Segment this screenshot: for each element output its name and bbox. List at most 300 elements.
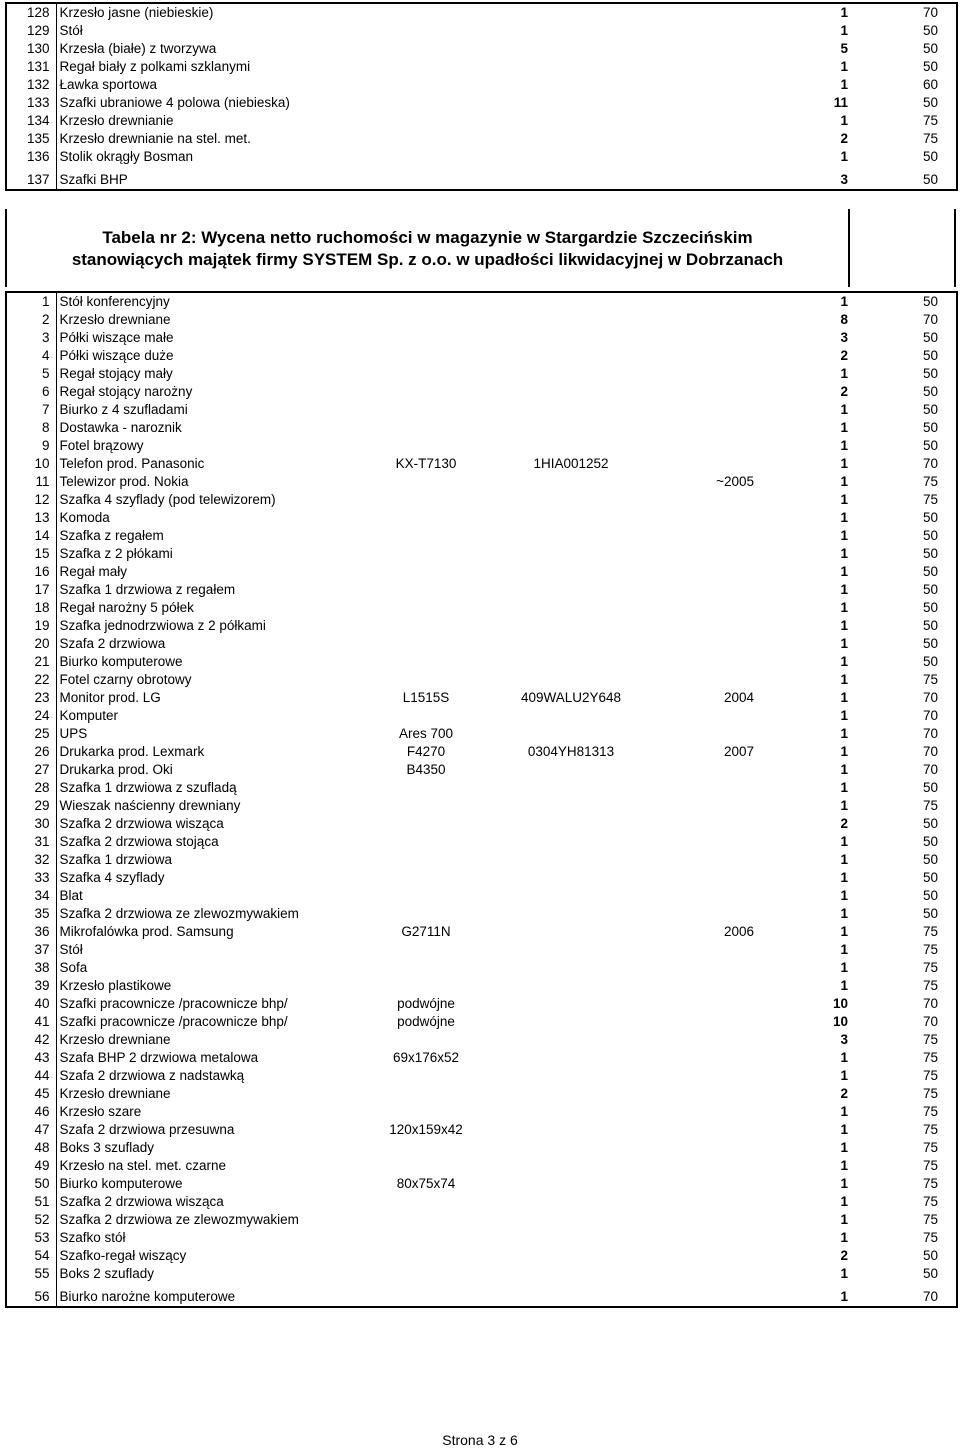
item-year: [646, 887, 766, 905]
item-year: [646, 347, 766, 365]
item-name: Szafki pracownicze /pracownicze bhp/: [59, 1014, 288, 1029]
item-model: [356, 797, 496, 815]
item-year: 2007: [723, 744, 754, 759]
item-serial: [496, 1121, 646, 1139]
item-name: Biurko komputerowe: [59, 654, 183, 669]
item-percent: 75: [856, 959, 957, 977]
item-name: Krzesło plastikowe: [59, 978, 172, 993]
item-name: Szafko-regał wiszący: [59, 1248, 187, 1263]
inventory-table-top-body: [6, 3, 957, 190]
table-row: [6, 851, 957, 869]
item-percent: 75: [856, 130, 957, 148]
table-row: [6, 581, 957, 599]
item-quantity: 1: [840, 924, 848, 939]
item-serial: [496, 581, 646, 599]
table-row: [6, 671, 957, 689]
item-serial: [496, 1103, 646, 1121]
item-name: Komputer: [59, 708, 119, 723]
item-percent: 50: [856, 329, 957, 347]
item-quantity: 1: [840, 582, 848, 597]
item-name: Sofa: [59, 960, 88, 975]
item-serial: [496, 653, 646, 671]
table-row: [6, 1157, 957, 1175]
item-year: [646, 1283, 766, 1307]
item-name: Półki wiszące duże: [59, 348, 174, 363]
item-year: [646, 1013, 766, 1031]
table-title-line-2: stanowiących majątek firmy SYSTEM Sp. z o.o. w upadłości likwidacyjnej w Dobrzanach: [71, 250, 784, 269]
item-model: [356, 941, 496, 959]
item-model: [356, 581, 496, 599]
item-model: [356, 112, 496, 130]
table-row: [6, 725, 957, 743]
item-quantity: 2: [840, 816, 848, 831]
table-row: [6, 130, 957, 148]
item-year: [646, 959, 766, 977]
item-serial: [496, 545, 646, 563]
item-quantity: 1: [840, 149, 848, 164]
item-percent: 50: [856, 815, 957, 833]
inventory-table-2-body: [6, 292, 957, 1307]
item-name: Krzesło jasne (niebieskie): [59, 5, 214, 20]
item-serial: [496, 292, 646, 311]
table-row: [6, 1283, 957, 1307]
item-year: [646, 977, 766, 995]
item-quantity: 3: [840, 1032, 848, 1047]
item-percent: 75: [856, 797, 957, 815]
item-percent: 70: [856, 3, 957, 22]
item-serial: [496, 923, 646, 941]
table-row: [6, 473, 957, 491]
item-quantity: 1: [840, 672, 848, 687]
item-year: [646, 1031, 766, 1049]
item-percent: 75: [856, 1049, 957, 1067]
item-percent: 50: [856, 347, 957, 365]
item-name: Drukarka prod. Lexmark: [59, 744, 205, 759]
item-name: Monitor prod. LG: [59, 690, 161, 705]
item-quantity: 2: [840, 131, 848, 146]
row-number: 52: [6, 1211, 56, 1229]
table-row: [6, 112, 957, 130]
item-model: [356, 1193, 496, 1211]
item-name: Krzesło drewnianie: [59, 113, 174, 128]
item-quantity: 1: [840, 113, 848, 128]
item-percent: 50: [856, 383, 957, 401]
item-name: Stolik okrągły Bosman: [59, 149, 194, 164]
item-serial: [496, 22, 646, 40]
table-row: [6, 707, 957, 725]
row-number: 13: [6, 509, 56, 527]
item-quantity: 1: [840, 1230, 848, 1245]
item-serial: [496, 365, 646, 383]
item-quantity: 1: [840, 834, 848, 849]
item-name: Fotel czarny obrotowy: [59, 672, 192, 687]
item-quantity: 2: [840, 1086, 848, 1101]
item-percent: 70: [856, 1283, 957, 1307]
table-row: [6, 311, 957, 329]
item-year: [646, 1049, 766, 1067]
item-quantity: 1: [840, 1140, 848, 1155]
table-row: [6, 1013, 957, 1031]
item-percent: 60: [856, 76, 957, 94]
item-serial: [496, 815, 646, 833]
row-number: 36: [6, 923, 56, 941]
item-serial: [496, 383, 646, 401]
item-serial: [496, 130, 646, 148]
row-number: 30: [6, 815, 56, 833]
item-name: Krzesła (białe) z tworzywa: [59, 41, 217, 56]
item-serial: [496, 1193, 646, 1211]
item-model: [356, 40, 496, 58]
item-year: [646, 383, 766, 401]
item-model: [356, 1031, 496, 1049]
item-serial: [496, 347, 646, 365]
item-name: Szafka 2 drzwiowa ze zlewozmywakiem: [59, 906, 299, 921]
item-year: [646, 815, 766, 833]
row-number: 38: [6, 959, 56, 977]
table-row: [6, 1139, 957, 1157]
item-serial: [496, 761, 646, 779]
item-model: [356, 311, 496, 329]
item-serial: [496, 3, 646, 22]
item-year: [646, 1175, 766, 1193]
item-year: [646, 1067, 766, 1085]
item-model: [356, 617, 496, 635]
item-model: [356, 1211, 496, 1229]
row-number: 19: [6, 617, 56, 635]
item-name: Szafki BHP: [59, 172, 128, 187]
item-percent: 75: [856, 671, 957, 689]
item-name: Dostawka - naroznik: [59, 420, 182, 435]
row-number: 54: [6, 1247, 56, 1265]
row-number: 16: [6, 563, 56, 581]
item-serial: [496, 797, 646, 815]
item-name: Biurko narożne komputerowe: [59, 1289, 236, 1304]
table-title-line-1: Tabela nr 2: Wycena netto ruchomości w magazynie w Stargardzie Szczecińskim: [102, 228, 753, 247]
item-year: [646, 311, 766, 329]
table-row: [6, 40, 957, 58]
item-quantity: 1: [840, 942, 848, 957]
row-number: 41: [6, 1013, 56, 1031]
row-number: 14: [6, 527, 56, 545]
item-model: [356, 58, 496, 76]
table-row: [6, 923, 957, 941]
item-year: [646, 1211, 766, 1229]
item-serial: [496, 635, 646, 653]
item-model: [356, 635, 496, 653]
item-name: Stół: [59, 942, 83, 957]
item-quantity: 1: [840, 1194, 848, 1209]
item-percent: 50: [856, 401, 957, 419]
item-year: [646, 599, 766, 617]
item-model: [356, 905, 496, 923]
item-serial: [496, 1247, 646, 1265]
item-serial: [496, 1013, 646, 1031]
item-year: 2004: [723, 690, 754, 705]
item-serial: 1HIA001252: [533, 456, 609, 471]
item-percent: 75: [856, 1193, 957, 1211]
table-row: [6, 941, 957, 959]
table-row: [6, 491, 957, 509]
item-percent: 50: [856, 527, 957, 545]
item-serial: [496, 599, 646, 617]
table-row: [6, 1049, 957, 1067]
item-year: [646, 130, 766, 148]
item-model: [356, 833, 496, 851]
item-quantity: 1: [840, 546, 848, 561]
item-model: [356, 3, 496, 22]
item-year: [646, 76, 766, 94]
item-percent: 75: [856, 1067, 957, 1085]
table-row: [6, 689, 957, 707]
item-model: [356, 1067, 496, 1085]
row-number: 6: [6, 383, 56, 401]
item-serial: [496, 977, 646, 995]
row-number: 11: [6, 473, 56, 491]
item-percent: 50: [856, 563, 957, 581]
item-name: Szafka 2 drzwiowa wisząca: [59, 816, 224, 831]
item-model: [356, 563, 496, 581]
item-percent: 50: [856, 617, 957, 635]
item-year: [646, 1139, 766, 1157]
table-row: [6, 292, 957, 311]
item-name: Szafka z 2 płókami: [59, 546, 173, 561]
item-year: [646, 292, 766, 311]
item-year: [646, 779, 766, 797]
item-model: [356, 365, 496, 383]
item-model: Ares 700: [398, 726, 454, 741]
row-number: 29: [6, 797, 56, 815]
item-percent: 50: [856, 635, 957, 653]
row-number: 28: [6, 779, 56, 797]
table-row: [6, 959, 957, 977]
item-percent: 75: [856, 473, 957, 491]
row-number: 35: [6, 905, 56, 923]
item-percent: 70: [856, 455, 957, 473]
item-serial: [496, 94, 646, 112]
item-name: Mikrofalówka prod. Samsung: [59, 924, 234, 939]
item-name: Regał biały z polkami szklanymi: [59, 59, 251, 74]
item-quantity: 1: [840, 978, 848, 993]
item-serial: [496, 527, 646, 545]
item-percent: 70: [856, 1013, 957, 1031]
item-year: [646, 707, 766, 725]
item-model: podwójne: [397, 1014, 455, 1029]
table-row: [6, 329, 957, 347]
item-quantity: 1: [840, 456, 848, 471]
item-percent: 50: [856, 599, 957, 617]
item-serial: [496, 1283, 646, 1307]
row-number: 43: [6, 1049, 56, 1067]
row-number: 136: [6, 148, 56, 166]
item-name: Szafko stół: [59, 1230, 126, 1245]
item-serial: [496, 419, 646, 437]
row-number: 25: [6, 725, 56, 743]
table-row: [6, 887, 957, 905]
table-row: [6, 545, 957, 563]
row-number: 26: [6, 743, 56, 761]
row-number: 4: [6, 347, 56, 365]
item-name: Krzesło drewniane: [59, 1086, 171, 1101]
table-row: [6, 635, 957, 653]
item-name: Krzesło drewniane: [59, 312, 171, 327]
item-name: Ławka sportowa: [59, 77, 158, 92]
item-name: Regał stojący mały: [59, 366, 173, 381]
item-quantity: 1: [840, 870, 848, 885]
item-year: [646, 851, 766, 869]
item-serial: [496, 869, 646, 887]
item-model: [356, 1247, 496, 1265]
item-year: [646, 365, 766, 383]
item-model: [356, 148, 496, 166]
item-serial: [496, 1049, 646, 1067]
table-row: [6, 94, 957, 112]
item-serial: [496, 1139, 646, 1157]
item-percent: 50: [856, 1247, 957, 1265]
item-model: [356, 1283, 496, 1307]
item-quantity: 1: [840, 1104, 848, 1119]
item-serial: [496, 1067, 646, 1085]
item-percent: 50: [856, 58, 957, 76]
row-number: 50: [6, 1175, 56, 1193]
item-quantity: 1: [840, 1158, 848, 1173]
item-model: [356, 977, 496, 995]
table-row: [6, 455, 957, 473]
item-name: Boks 3 szuflady: [59, 1140, 155, 1155]
item-serial: [496, 905, 646, 923]
item-percent: 50: [856, 365, 957, 383]
table-row: [6, 779, 957, 797]
table-row: [6, 437, 957, 455]
item-percent: 75: [856, 112, 957, 130]
item-year: [646, 1121, 766, 1139]
table-row: [6, 148, 957, 166]
item-year: [646, 3, 766, 22]
item-year: [646, 995, 766, 1013]
row-number: 34: [6, 887, 56, 905]
row-number: 22: [6, 671, 56, 689]
table-row: [6, 1211, 957, 1229]
item-percent: 50: [856, 166, 957, 190]
item-quantity: 1: [840, 402, 848, 417]
item-quantity: 10: [832, 1014, 848, 1029]
item-model: B4350: [406, 762, 446, 777]
item-model: podwójne: [397, 996, 455, 1011]
row-number: 44: [6, 1067, 56, 1085]
item-percent: 50: [856, 779, 957, 797]
item-model: [356, 887, 496, 905]
row-number: 137: [6, 166, 56, 190]
item-quantity: 1: [840, 744, 848, 759]
item-name: Stół: [59, 23, 83, 38]
item-year: [646, 635, 766, 653]
item-serial: [496, 329, 646, 347]
item-percent: 70: [856, 311, 957, 329]
item-percent: 50: [856, 833, 957, 851]
item-quantity: 1: [840, 690, 848, 705]
item-quantity: 1: [840, 77, 848, 92]
table-row: [6, 1085, 957, 1103]
item-serial: [496, 1085, 646, 1103]
item-year: [646, 905, 766, 923]
table-row: [6, 563, 957, 581]
row-number: 46: [6, 1103, 56, 1121]
item-quantity: 1: [840, 420, 848, 435]
item-percent: 50: [856, 1265, 957, 1283]
item-model: G2711N: [401, 924, 451, 939]
table-row: [6, 1031, 957, 1049]
item-percent: 50: [856, 437, 957, 455]
item-year: [646, 40, 766, 58]
item-model: [356, 653, 496, 671]
item-quantity: 1: [840, 654, 848, 669]
item-model: [356, 1085, 496, 1103]
item-percent: 70: [856, 995, 957, 1013]
item-model: [356, 401, 496, 419]
table-row: [6, 401, 957, 419]
row-number: 20: [6, 635, 56, 653]
item-model: [356, 491, 496, 509]
item-year: [646, 437, 766, 455]
item-quantity: 1: [840, 510, 848, 525]
item-model: [356, 671, 496, 689]
item-year: [646, 761, 766, 779]
item-model: 69x176x52: [392, 1050, 460, 1065]
item-name: Krzesło na stel. met. czarne: [59, 1158, 227, 1173]
item-serial: [496, 1031, 646, 1049]
table-row: [6, 383, 957, 401]
item-quantity: 1: [840, 59, 848, 74]
table-row: [6, 599, 957, 617]
item-serial: [496, 491, 646, 509]
item-serial: [496, 1211, 646, 1229]
item-name: Regał narożny 5 półek: [59, 600, 194, 615]
item-year: [646, 833, 766, 851]
table-row: [6, 977, 957, 995]
item-name: Biurko komputerowe: [59, 1176, 183, 1191]
page-footer: Strona 3 z 6: [442, 1432, 518, 1448]
item-percent: 75: [856, 1157, 957, 1175]
table-row: [6, 1067, 957, 1085]
item-percent: 75: [856, 1085, 957, 1103]
item-percent: 50: [856, 869, 957, 887]
item-name: Szafki ubraniowe 4 polowa (niebieska): [59, 95, 290, 110]
item-percent: 75: [856, 941, 957, 959]
item-model: [356, 76, 496, 94]
item-name: Szafka 4 szyflady (pod telewizorem): [59, 492, 276, 507]
item-percent: 50: [856, 545, 957, 563]
item-model: [356, 1265, 496, 1283]
table-row: [6, 1103, 957, 1121]
item-serial: [496, 707, 646, 725]
row-number: 18: [6, 599, 56, 617]
row-number: 49: [6, 1157, 56, 1175]
item-serial: [496, 473, 646, 491]
row-number: 7: [6, 401, 56, 419]
item-percent: 50: [856, 851, 957, 869]
item-name: Krzesło szare: [59, 1104, 142, 1119]
item-quantity: 1: [840, 1266, 848, 1281]
item-quantity: 1: [840, 492, 848, 507]
item-percent: 50: [856, 905, 957, 923]
item-percent: 75: [856, 1229, 957, 1247]
item-quantity: 1: [840, 366, 848, 381]
item-serial: [496, 959, 646, 977]
item-quantity: 2: [840, 384, 848, 399]
item-name: Szafki pracownicze /pracownicze bhp/: [59, 996, 288, 1011]
item-name: Szafka 1 drzwiowa: [59, 852, 173, 867]
item-name: Blat: [59, 888, 83, 903]
item-model: [356, 437, 496, 455]
